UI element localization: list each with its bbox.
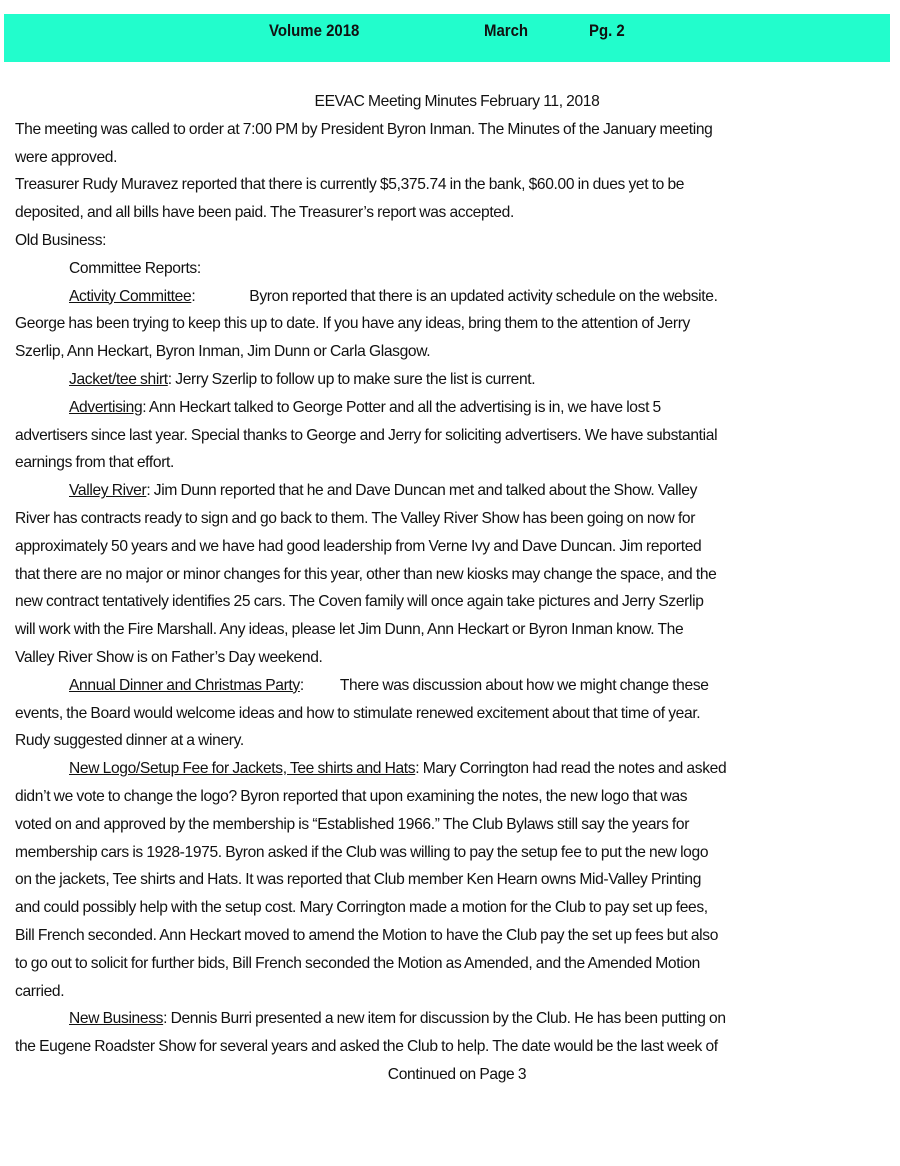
text-line: earnings from that effort. [15,454,174,472]
text-span: : Dennis Burri presented a new item for discussion by the Club. He has been putting on [163,1010,726,1028]
text-line: River has contracts ready to sign and go back to them. The Valley River Show has been going on now for [15,509,696,527]
text-line: membership cars is 1928-1975. Byron asked if the Club was willing to pay the setup fee to put the new logo [15,843,709,861]
text-line: George has been trying to keep this up to date. If you have any ideas, bring them to the attention of Jerry [15,315,691,333]
text-line: The meeting was called to order at 7:00 PM by President Byron Inman. The Minutes of the January meeting [15,120,713,138]
annual-dinner-heading: Annual Dinner and Christmas Party [69,676,300,694]
meeting-minutes-body [15,88,899,1089]
new-logo-line [15,755,899,783]
page-number: Pg. 2 [589,21,625,40]
text-span: : Ann Heckart talked to George Potter and all the advertising is in, we have lost 5 [142,398,661,416]
valley-river-heading: Valley River [69,482,147,500]
text-line: Treasurer Rudy Muravez reported that there is currently $5,375.74 in the bank, $60.00 in dues yet to be [15,176,685,194]
new-business-heading: New Business [69,1010,164,1028]
activity-committee-heading: Activity Committee [69,287,192,305]
month-label: March [484,21,529,40]
advertising-heading: Advertising [69,398,143,416]
document-title: EEVAC Meeting Minutes February 11, 2018 [314,93,600,110]
jacket-heading: Jacket/tee shirt [69,370,168,388]
text-line: Szerlip, Ann Heckart, Byron Inman, Jim Dunn or Carla Glasgow. [15,343,431,361]
annual-dinner-line [15,672,899,700]
jacket-line [15,366,899,394]
text-span: : Jerry Szerlip to follow up to make sure the list is current. [167,370,536,388]
text-line: on the jackets, Tee shirts and Hats. It was reported that Club member Ken Hearn owns Mid-Valley Printing [15,871,702,889]
volume-label: Volume 2018 [269,21,360,40]
text-line: to go out to solicit for further bids, Bill French seconded the Motion as Amended, and the Amended Motion [15,954,700,972]
text-line: advertisers since last year. Special thanks to George and Jerry for soliciting advertisers. We have substantial [15,426,718,444]
text-span: There was discussion about how we might change these [339,676,709,694]
valley-river-line [15,477,899,505]
text-line: and could possibly help with the setup cost. Mary Corrington made a motion for the Club to pay set up fees, [15,899,708,917]
text-line: Rudy suggested dinner at a winery. [15,732,244,750]
text-line: approximately 50 years and we have had good leadership from Verne Ivy and Dave Duncan. Jim reported [15,537,702,555]
text-span: Byron reported that there is an updated activity schedule on the website. [249,287,718,305]
text-line: didn’t we vote to change the logo? Byron reported that upon examining the notes, the new logo that was [15,787,688,805]
text-line: the Eugene Roadster Show for several years and asked the Club to help. The date would be the last week of [15,1038,718,1056]
old-business-heading: Old Business: [15,231,107,249]
text-line: voted on and approved by the membership is “Established 1966.” The Club Bylaws still say the years for [15,815,690,833]
activity-committee-line [15,283,899,311]
new-logo-heading: New Logo/Setup Fee for Jackets, Tee shirts and Hats [69,760,416,778]
text-line: carried. [15,982,65,1000]
text-line: Valley River Show is on Father’s Day weekend. [15,648,323,666]
text-line: new contract tentatively identifies 25 cars. The Coven family will once again take pictures and Jerry Szerlip [15,593,704,611]
text-line: events, the Board would welcome ideas and how to stimulate renewed excitement about that time of year. [15,704,701,722]
text-span: : Jim Dunn reported that he and Dave Duncan met and talked about the Show. Valley [146,482,698,500]
continued-footer: Continued on Page 3 [387,1065,527,1083]
text-line: that there are no major or minor changes for this year, other than new kiosks may change the space, and the [15,565,717,583]
text-line: deposited, and all bills have been paid. The Treasurer’s report was accepted. [15,204,514,222]
new-business-line [15,1005,899,1033]
newsletter-header-banner [4,14,890,62]
committee-reports-heading: Committee Reports: [69,259,201,277]
text-line: will work with the Fire Marshall. Any ideas, please let Jim Dunn, Ann Heckart or Byron Inman know. The [15,621,684,639]
text-line: were approved. [15,148,118,166]
text-span: : Mary Corrington had read the notes and asked [415,760,727,778]
colon: : [299,676,304,694]
advertising-line [15,394,899,422]
text-line: Bill French seconded. Ann Heckart moved to amend the Motion to have the Club pay the set up fees but also [15,926,719,944]
colon: : [191,287,196,305]
